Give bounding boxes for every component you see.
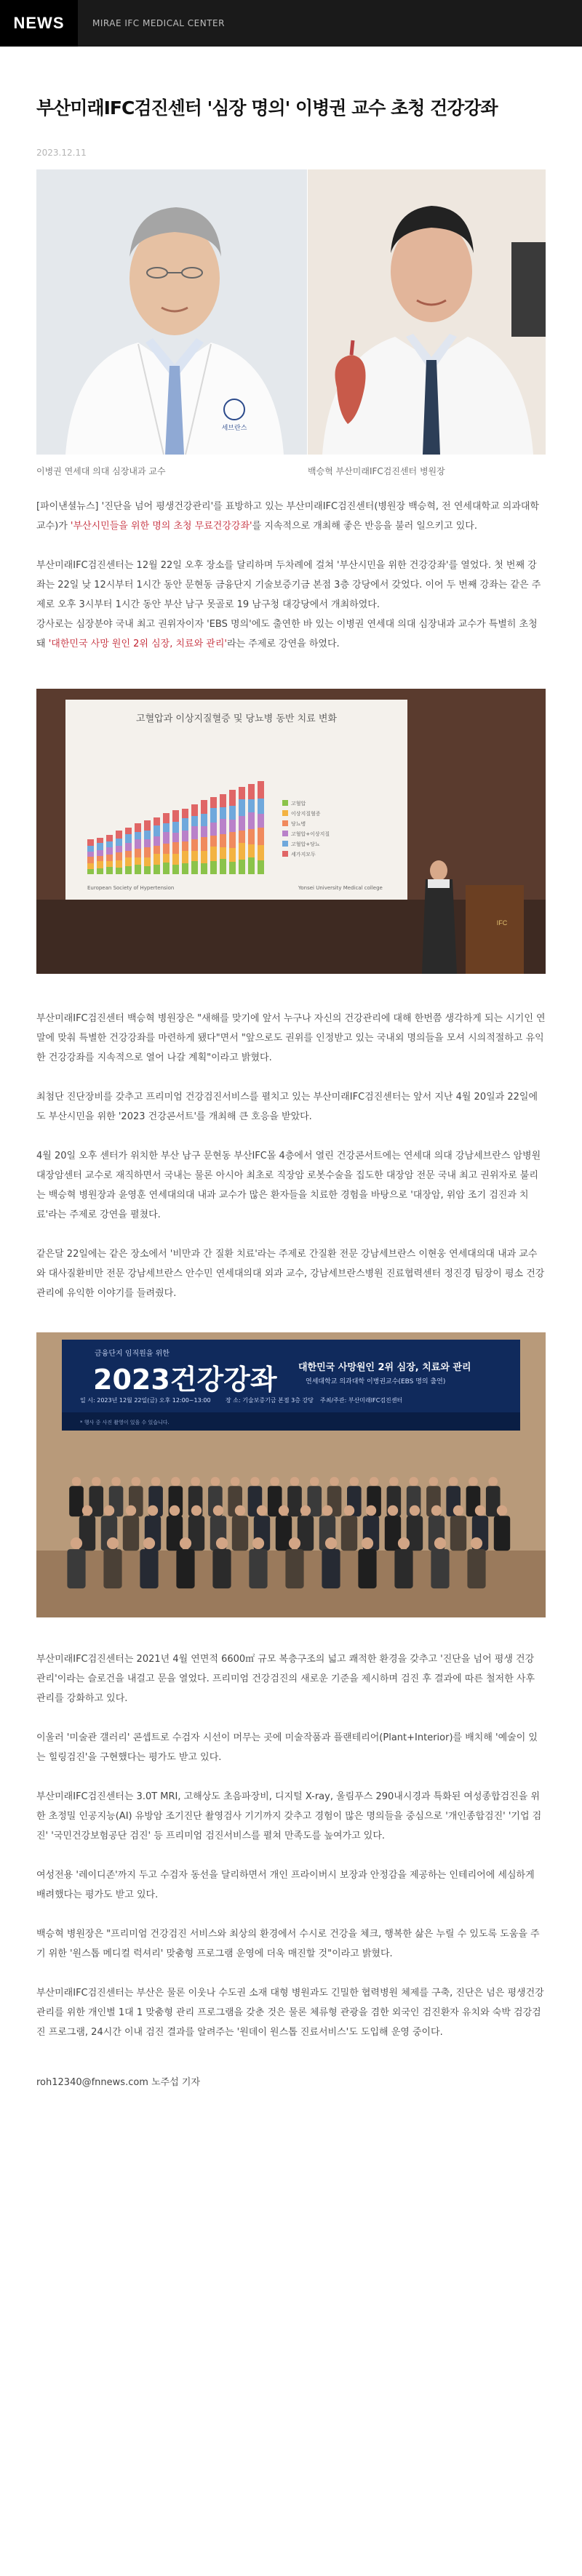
slide-bar-segment: [125, 834, 132, 843]
person-head: [104, 1505, 114, 1516]
person-head: [469, 1477, 478, 1487]
slide-bar-segment: [106, 861, 113, 867]
person-head: [148, 1505, 158, 1516]
person-body: [394, 1549, 412, 1588]
person-head: [330, 1477, 339, 1487]
person-head: [71, 1537, 82, 1549]
slide-bar-segment: [135, 849, 141, 857]
slide-bar-segment: [239, 787, 245, 799]
slide-bar-segment: [163, 844, 170, 854]
slide-bar-segment: [220, 819, 226, 834]
caption-left: 이병권 연세대 의대 심장내과 교수: [36, 466, 166, 476]
person-head: [398, 1537, 410, 1549]
person-head: [497, 1505, 507, 1516]
slide-bar-segment: [191, 861, 198, 874]
slide-bar-segment: [116, 831, 122, 839]
person-head: [191, 1477, 200, 1487]
person-body: [212, 1549, 231, 1588]
slide-bar-segment: [210, 847, 217, 861]
legend-swatch: [282, 831, 288, 836]
slide-footnote-right: Yonsei University Medical college: [298, 885, 383, 891]
slide-bar-segment: [97, 856, 103, 861]
slide-bar-segment: [87, 852, 94, 857]
person-head: [235, 1505, 245, 1516]
slide-bar-segment: [144, 820, 151, 831]
person-head: [143, 1537, 155, 1549]
coat-emblem: 세브란스: [221, 425, 247, 432]
person-body: [123, 1516, 139, 1551]
slide-bar-segment: [201, 800, 207, 814]
slide-bar-segment: [172, 842, 179, 854]
slide-bar-segment: [116, 839, 122, 846]
slide-bar-segment: [248, 812, 255, 829]
slide-bar-segment: [201, 863, 207, 874]
person-head: [211, 1477, 220, 1487]
person-head: [389, 1477, 399, 1487]
slide-bar-segment: [229, 790, 236, 806]
person-head: [250, 1477, 260, 1487]
center-name: MIRAE IFC MEDICAL CENTER: [92, 18, 225, 28]
person-body: [467, 1549, 485, 1588]
slide-bar-segment: [163, 863, 170, 874]
slide-bar-segment: [191, 826, 198, 839]
person-head: [290, 1477, 300, 1487]
slide-bar-segment: [239, 799, 245, 816]
slide-bar-segment: [258, 860, 264, 874]
person-head: [300, 1505, 311, 1516]
slide-bar-segment: [239, 860, 245, 874]
banner-title: 2023건강강좌: [93, 1364, 277, 1396]
person-body: [249, 1549, 267, 1588]
slide-bar-segment: [144, 847, 151, 857]
slide-bar-segment: [172, 810, 179, 822]
slide-bar-segment: [229, 820, 236, 832]
slide-bar-segment: [116, 868, 122, 874]
slide-bar-segment: [182, 809, 188, 818]
slide-bar-segment: [154, 825, 160, 836]
slide-bar-segment: [125, 843, 132, 851]
portrait-baek-seung-hyuk: [308, 169, 546, 455]
person-head: [216, 1537, 228, 1549]
person-head: [252, 1537, 264, 1549]
person-body: [67, 1549, 85, 1588]
slide-bar-segment: [144, 839, 151, 847]
person-head: [132, 1477, 141, 1487]
slide-title: 고혈압과 이상지질혈증 및 당뇨병 동반 치료 변화: [136, 713, 337, 724]
person-body: [285, 1549, 303, 1588]
slide-bar-segment: [172, 854, 179, 865]
legend-label: 고혈압+이상지질: [291, 831, 330, 837]
person-head: [429, 1477, 439, 1487]
slide-bar-segment: [87, 839, 94, 846]
slide-bar-segment: [97, 838, 103, 843]
person-head: [471, 1537, 482, 1549]
person-head: [107, 1537, 119, 1549]
banner-topic: 대한민국 사망원인 2위 심장, 치료와 관리: [298, 1362, 471, 1373]
person-body: [450, 1516, 466, 1551]
slide-bar-segment: [154, 817, 160, 825]
legend-label: 세가지모두: [291, 852, 316, 857]
person-head: [170, 1505, 180, 1516]
slide-bar-segment: [144, 831, 151, 839]
lecture-photo: [36, 689, 546, 974]
person-head: [325, 1537, 337, 1549]
slide-bar-segment: [97, 850, 103, 856]
slide-bar-segment: [229, 832, 236, 848]
slide-bar-segment: [258, 781, 264, 799]
highlight-text: '부산시민들을 위한 명의 초청 무료건강강좌': [70, 521, 252, 532]
slide-bar-segment: [154, 854, 160, 865]
person-head: [289, 1537, 300, 1549]
slide-bar-segment: [106, 855, 113, 861]
slide-bar-segment: [210, 808, 217, 823]
portrait-illustration: [308, 169, 546, 455]
slide-bar-segment: [116, 860, 122, 868]
person-head: [350, 1477, 359, 1487]
slide-bar-segment: [258, 845, 264, 860]
slide-bar-segment: [135, 832, 141, 839]
podium-brand: IFC: [496, 919, 508, 927]
slide-bar-segment: [248, 857, 255, 874]
paragraph-4: 부산미래IFC검진센터 백승혁 병원장은 "새해를 맞기에 앞서 누구나 자신의 건강관리에 대해 한번쯤 생각하게 되는 시기인 연말에 맞춰 특별한 건강강좌를 마련하게 됐다"면서 "앞으로도 권위를 인정받고 있는 국내외 명의들을 모셔 시의적절하고 유익한 건강강좌를 지속적으로 열어 나갈 계획"이라고 밝혔다.: [36, 1013, 546, 1063]
slide-bar-segment: [182, 841, 188, 851]
slide-bar-segment: [135, 865, 141, 874]
slide-bar-segment: [87, 863, 94, 869]
paragraph-12: 백승혁 병원장은 "프리미엄 건강검진 서비스와 최상의 환경에서 수시로 건강을 체크, 행복한 삶은 누릴 수 있도록 도움을 주기 위한 '원스톱 메디컬 럭셔리' 맞춤형 프로그램 운영에 더욱 매진할 것"이라고 밝혔다.: [36, 1929, 540, 1959]
person-head: [257, 1505, 267, 1516]
person-head: [449, 1477, 458, 1487]
person-head: [191, 1505, 202, 1516]
person-head: [388, 1505, 398, 1516]
person-body: [322, 1549, 340, 1588]
paragraph-13: 부산미래IFC검진센터는 부산은 물론 이웃나 수도권 소재 대형 병원과도 긴밀한 협력병원 체제를 구축, 진단은 넘은 평생건강관리를 위한 개인별 1대 1 맞춤형 관리 프로그램을 갖춘 것은 물론 체류형 관광을 겸한 외국인 검진환자 유치와 숙박 검강검진 프로그램, 24시간 이내 검진 결과를 알려주는 '원데이 원스톱 진료서비스'도 도입해 운영 중이다.: [36, 1988, 544, 2038]
banner-photo-note: * 행사 중 사진 촬영이 있을 수 있습니다.: [80, 1420, 170, 1425]
highlight-text: '대한민국 사망 원인 2위 심장, 치료와 관리': [48, 639, 227, 649]
paragraph-6: 4월 20일 오후 센터가 위치한 부산 남구 문현동 부산IFC몰 4층에서 열린 건강콘서트에는 연세대 의대 강남세브란스 암병원 대장암센터 교수로 재직하면서 국내는 물론 아시아 최초로 직장암 로봇수술을 집도한 대장암 전문 국내 최고 권위자로 불리는 백승혁 병원장과 윤영훈 연세대의대 내과 교수가 많은 환자들을 치료한 경험을 바탕으로 '대장암, 위암 조기 검진과 치료'라는 주제로 강연을 펼쳤다.: [36, 1151, 541, 1220]
slide-bar-segment: [220, 794, 226, 807]
slide-bar-segment: [239, 843, 245, 860]
slide-bar-segment: [201, 814, 207, 826]
person-head: [434, 1537, 446, 1549]
caption-right: 백승혁 부산미래IFC검진센터 병원장: [308, 466, 445, 476]
slide-bar-segment: [220, 847, 226, 859]
slide-bar-segment: [163, 854, 170, 863]
group-illustration: [36, 1332, 546, 1617]
portrait-lee-byeong-kwon: [36, 169, 307, 455]
slide-bar-segment: [210, 797, 217, 808]
byline: roh12340@fnnews.com 노주섭 기자: [36, 2077, 201, 2088]
person-body: [494, 1516, 510, 1551]
group-photo: [36, 1332, 546, 1617]
slide-bar-segment: [210, 836, 217, 847]
slide-bar-segment: [154, 846, 160, 854]
slide-bar-segment: [125, 828, 132, 834]
slide-bar-segment: [116, 846, 122, 852]
slide-bar-segment: [182, 818, 188, 831]
person-head: [126, 1505, 136, 1516]
news-tag[interactable]: NEWS: [0, 0, 78, 47]
slide-bar-segment: [144, 857, 151, 866]
slide-bar-segment: [258, 799, 264, 814]
person-head: [213, 1505, 223, 1516]
slide-bar-segment: [154, 865, 160, 874]
paragraph-8: 부산미래IFC검진센터는 2021년 4월 연면적 6600㎡ 규모 복층구조의 넓고 쾌적한 환경을 갖추고 '진단을 넘어 평생 건강 관리'이라는 슬로건을 내걸고 문을 열었다. 프리미엄 건강검진의 새로운 기준을 제시하며 검진 후 결과에 따른 철저한 사후 관리를 강화하고 있다.: [36, 1654, 535, 1704]
slide-bar-segment: [106, 835, 113, 841]
legend-label: 당뇨병: [291, 821, 306, 827]
slide-bar-segment: [172, 822, 179, 833]
person-body: [232, 1516, 248, 1551]
slide-bar-segment: [182, 851, 188, 863]
slide-bar-segment: [135, 857, 141, 865]
slide-bar-segment: [201, 851, 207, 863]
person-head: [453, 1505, 463, 1516]
paragraph-7: 같은달 22일에는 같은 장소에서 '비만과 간 질환 치료'라는 주제로 간질환 전문 강남세브란스 이현웅 연세대의대 내과 교수와 대사질환비만 전문 강남세브란스 안수민 연세대의대 외과 교수, 강남세브란스병원 진료협력센터 정진경 팀장이 평소 건강관리에 유익한 이야기를 들려줬다.: [36, 1249, 545, 1299]
slide-bar-segment: [201, 837, 207, 851]
banner-lecturer: 연세대학교 의과대학 이병권교수(EBS 명의 출연): [306, 1378, 446, 1385]
legend-swatch: [282, 810, 288, 816]
paragraph-3: 강사로는 심장분야 국내 최고 권위자이자 'EBS 명의'에도 출연한 바 있는 이병권 연세대 의대 심장내과 교수가 특별히 초청돼 '대한민국 사망 원인 2위 심장, 치료와 관리'라는 주제로 강연을 하였다.: [36, 619, 538, 649]
slide-bar-segment: [182, 863, 188, 874]
person-head: [92, 1477, 101, 1487]
slide-bar-segment: [191, 804, 198, 816]
person-head: [270, 1477, 279, 1487]
slide-bar-segment: [191, 851, 198, 861]
slide-bar-segment: [220, 859, 226, 874]
slide-bar-segment: [97, 843, 103, 850]
banner-place: 장 소: 기술보증기금 본점 3층 강당: [226, 1397, 314, 1404]
slide-bar-segment: [97, 868, 103, 874]
slide-bar-segment: [135, 823, 141, 832]
slide-bar-segment: [239, 816, 245, 831]
slide-bar-segment: [125, 851, 132, 857]
person-body: [341, 1516, 357, 1551]
person-body: [431, 1549, 449, 1588]
slide-bar-segment: [172, 833, 179, 842]
slide-bar-segment: [144, 866, 151, 874]
article-title: 부산미래IFC검진센터 '심장 명의' 이병권 교수 초청 건강강좌: [36, 97, 498, 119]
slide-bar-segment: [135, 839, 141, 849]
slide-bar-segment: [239, 831, 245, 843]
person-head: [151, 1477, 161, 1487]
person-body: [287, 1486, 302, 1516]
photo-captions: [36, 465, 546, 479]
person-head: [171, 1477, 180, 1487]
person-body: [358, 1549, 376, 1588]
banner-host: 주최/주관: 부산미래IFC검진센터: [320, 1397, 403, 1404]
person-body: [140, 1549, 158, 1588]
slide-bar-segment: [220, 807, 226, 819]
slide-bar-segment: [163, 813, 170, 823]
legend-swatch: [282, 841, 288, 847]
slide-bar-segment: [125, 866, 132, 874]
person-head: [310, 1477, 319, 1487]
slide-bar-segment: [125, 857, 132, 866]
portrait-illustration: [36, 169, 307, 455]
slide-bar-segment: [106, 847, 113, 855]
paragraph-1: [파이낸셜뉴스] '진단을 넘어 평생건강관리'를 표방하고 있는 부산미래IFC검진센터(병원장 백승혁, 전 연세대학교 의과대학 교수)가 '부산시민들을 위한 명의 초청 무료건강강좌'를 지속적으로 개최해 좋은 반응을 불러 일으키고 있다.: [36, 501, 539, 532]
slide-bar-segment: [87, 869, 94, 874]
slide-bar-segment: [258, 828, 264, 845]
paragraph-9: 이울러 '미술관 갤러리' 콘셉트로 수검자 시선이 머무는 곳에 미술작품과 플랜테리어(Plant+Interior)를 배치해 '예술이 있는 힐링검진'을 구현했다는 평가도 받고 있다.: [36, 1732, 538, 1763]
person-head: [180, 1537, 191, 1549]
slide-bar-segment: [248, 844, 255, 857]
slide-bar-segment: [229, 848, 236, 862]
person-body: [176, 1549, 194, 1588]
legend-label: 이상지질혈증: [291, 811, 321, 817]
person-body: [103, 1549, 121, 1588]
slide-bar-segment: [191, 839, 198, 851]
slide-bar-segment: [248, 799, 255, 812]
person-head: [362, 1537, 373, 1549]
person-head: [322, 1505, 332, 1516]
person-head: [488, 1477, 498, 1487]
person-body: [69, 1486, 84, 1516]
slide-bar-segment: [229, 862, 236, 874]
paragraph-11: 여성전용 '레이디존'까지 두고 수검자 동선을 달리하면서 개인 프라이버시 보장과 안정감을 제공하는 인테리어에 세심하게 배려했다는 평가도 받고 있다.: [36, 1870, 535, 1900]
slide-bar-segment: [106, 867, 113, 874]
paragraph-2: 부산미래IFC검진센터는 12월 22일 오후 장소를 달리하며 두차례에 걸쳐 '부산시민을 위한 건강강좌'를 열었다. 첫 번째 강좌는 22일 낮 12시부터 1시간 동안 문현동 금융단지 기술보증기금 본점 3층 강당에서 갖었다. 이어 두 번째 강좌는 같은 주제로 오후 3시부터 1시간 동안 부산 남구 못골로 19 남구청 대강당에서 개최하였다.: [36, 560, 541, 610]
site-header: [0, 0, 582, 47]
person-head: [366, 1505, 376, 1516]
slide-bar-segment: [229, 806, 236, 820]
slide-bar-segment: [172, 865, 179, 874]
slide-bar-segment: [258, 814, 264, 828]
slide-bar-segment: [106, 841, 113, 847]
article-date: 2023.12.11: [36, 148, 87, 158]
slide-bar-segment: [163, 823, 170, 832]
person-head: [370, 1477, 379, 1487]
slide-bar-segment: [154, 836, 160, 846]
lecture-illustration: [36, 689, 546, 974]
slide-bar-segment: [220, 834, 226, 847]
slide-bar-segment: [201, 826, 207, 837]
paragraph-5: 최첨단 진단장비를 갖추고 프리미엄 건강검진서비스를 펼치고 있는 부산미래IFC검진센터는 앞서 지난 4월 20일과 22일에도 부산시민을 위한 '2023 건강콘서트'를 개최해 큰 호응을 받았다.: [36, 1092, 538, 1122]
legend-swatch: [282, 820, 288, 826]
slide-bar-segment: [116, 852, 122, 860]
slide-bar-segment: [87, 846, 94, 852]
slide-bar-segment: [248, 784, 255, 799]
slide-bar-segment: [87, 857, 94, 863]
legend-label: 고혈압+당뇨: [291, 841, 320, 847]
person-head: [409, 1477, 418, 1487]
slide-bar-segment: [97, 861, 103, 868]
slide-bar-segment: [191, 816, 198, 826]
banner-date: 일 시: 2023년 12월 22일(금) 오후 12:00~13:00: [80, 1397, 211, 1404]
portrait-photos: [36, 169, 546, 455]
slide-bar-segment: [210, 823, 217, 836]
person-head: [111, 1477, 121, 1487]
paragraph-10: 부산미래IFC검진센터는 3.0T MRI, 고해상도 초음파장비, 디지털 X-ray, 울림푸스 290내시경과 특화된 여성종합검진을 위한 초정밀 인공지능(AI) 유방암 조기진단 촬영검사 기기까지 갖추고 경험이 많은 명의들을 중심으로 '개인종합검진' '기업 검진' '국민건강보험공단 검진' 등 프리미엄 검진서비스를 펼쳐 만족도를 높여가고 있다.: [36, 1791, 542, 1841]
person-head: [82, 1505, 92, 1516]
legend-swatch: [282, 800, 288, 806]
person-head: [475, 1505, 485, 1516]
person-head: [431, 1505, 442, 1516]
person-head: [344, 1505, 354, 1516]
legend-label: 고혈압: [291, 801, 306, 807]
legend-swatch: [282, 851, 288, 857]
person-head: [231, 1477, 240, 1487]
person-head: [410, 1505, 420, 1516]
person-head: [72, 1477, 81, 1487]
slide-bar-segment: [210, 861, 217, 874]
slide-bar-segment: [248, 829, 255, 844]
slide-footnote-left: European Society of Hypertension: [87, 885, 175, 891]
slide-bar-segment: [163, 832, 170, 844]
person-head: [279, 1505, 289, 1516]
banner-top-line: 금융단지 임직원을 위한: [95, 1350, 170, 1358]
slide-bar-segment: [182, 831, 188, 841]
